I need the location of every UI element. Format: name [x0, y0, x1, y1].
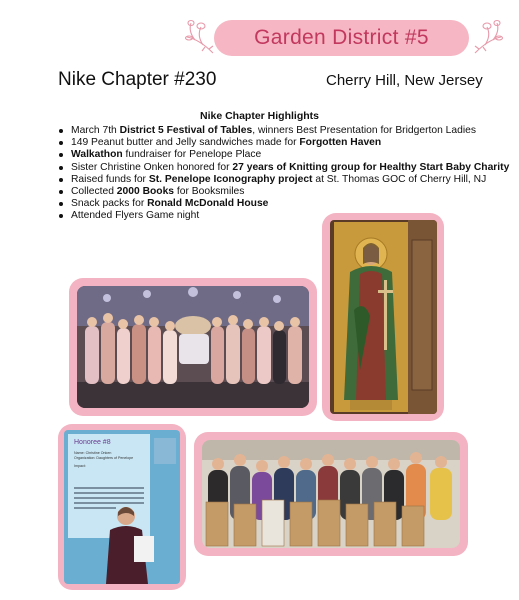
list-item: Walkathon fundraiser for Penelope Place [56, 149, 516, 161]
group-bags-photo [202, 440, 460, 548]
list-item: 149 Peanut butter and Jelly sandwiches made for Forgotten Haven [56, 137, 516, 149]
chapter-name: Nike Chapter #230 [58, 69, 217, 90]
floral-ornament-right-icon [469, 17, 505, 57]
list-item: Attended Flyers Game night [56, 210, 516, 222]
honoree-person [96, 500, 166, 584]
slide-org: Organization: Daughters of Penelope [74, 456, 134, 460]
slide-title: Honoree #8 [74, 439, 111, 446]
slide-impact-label: Impact: [74, 464, 86, 468]
banner-title: Garden District #5 [254, 26, 429, 49]
list-item: Sister Christine Onken honored for 27 years of Knitting group for Healthy Start Baby Charity [56, 162, 516, 174]
highlights-title: Nike Chapter Highlights [199, 110, 319, 122]
list-item: Snack packs for Ronald McDonald House [56, 198, 516, 210]
honoree-slide-photo [64, 430, 180, 584]
title-banner [214, 20, 469, 56]
highlights-list [56, 125, 516, 223]
list-item: Raised funds for St. Penelope Iconography project at St. Thomas GOC of Cherry Hill, NJ [56, 174, 516, 186]
banquet-group-photo [77, 286, 309, 408]
saint-icon-photo [330, 220, 437, 414]
list-item: Collected 2000 Books for Booksmiles [56, 186, 516, 198]
list-item: March 7th District 5 Festival of Tables, winners Best Presentation for Bridgerton Ladies [56, 125, 516, 137]
slide-name: Name: Christine Onken [74, 451, 112, 455]
chapter-location: Cherry Hill, New Jersey [326, 72, 483, 89]
